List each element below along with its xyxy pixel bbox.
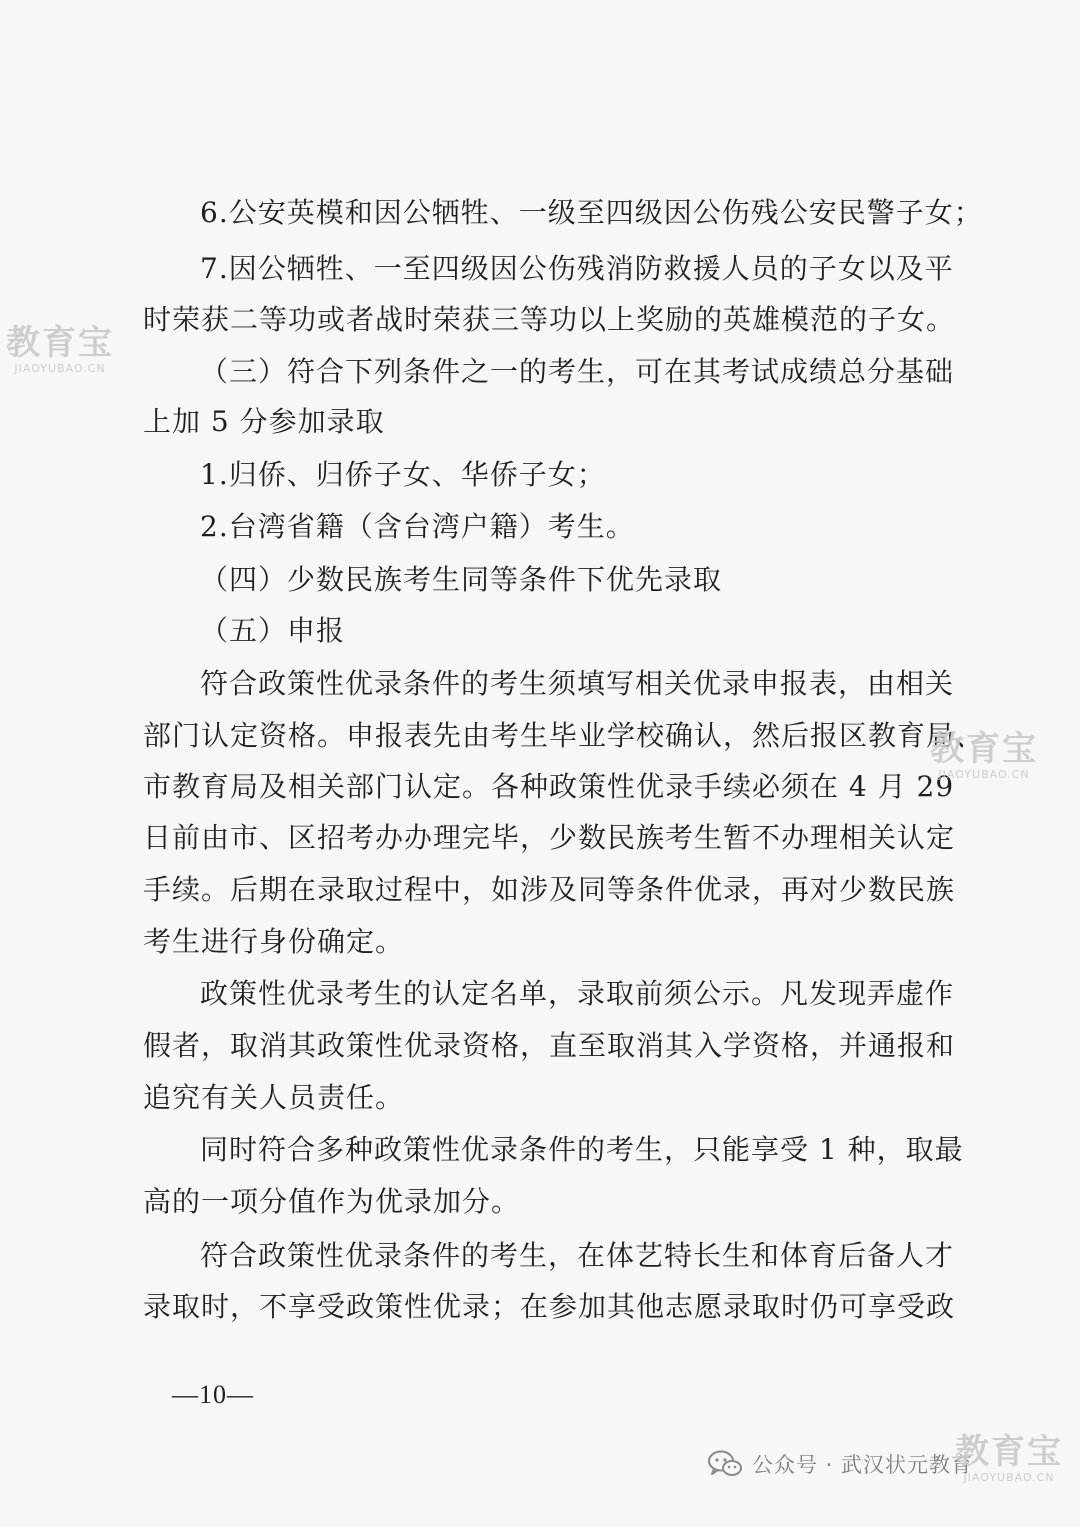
wechat-icon [708, 1450, 742, 1478]
section-heading: （四）少数民族考生同等条件下优先录取 [200, 563, 723, 596]
text-line: 手续。后期在录取过程中，如涉及同等条件优录，再对少数民族 [143, 873, 956, 906]
section-heading: （五）申报 [200, 614, 346, 647]
watermark-site: JIAOYUBAO.CN [938, 768, 1030, 781]
watermark-logo: 教育宝 [955, 1432, 1063, 1472]
section-heading: 上加 5 分参加录取 [143, 405, 385, 438]
text-line: 时荣获二等功或者战时荣获三等功以上奖励的英雄模范的子女。 [143, 303, 956, 336]
text-line: 追究有关人员责任。 [143, 1081, 405, 1114]
text-line: 政策性优录考生的认定名单，录取前须公示。凡发现弄虚作 [200, 977, 955, 1010]
watermark-left [6, 324, 114, 375]
text-line: 同时符合多种政策性优录条件的考生，只能享受 1 种，取最 [200, 1133, 964, 1166]
text-line: 2.台湾省籍（含台湾户籍）考生。 [200, 510, 635, 543]
footer-credit [708, 1444, 973, 1484]
page-number: —10— [172, 1380, 254, 1409]
watermark-logo: 教育宝 [6, 323, 114, 363]
text-line: 市教育局及相关部门认定。各种政策性优录手续必须在 4 月 29 [143, 770, 955, 803]
watermark-logo: 教育宝 [930, 729, 1038, 769]
text-line: 符合政策性优录条件的考生，在体艺特长生和体育后备人才 [200, 1239, 955, 1272]
section-heading: （三）符合下列条件之一的考生，可在其考试成绩总分基础 [200, 355, 955, 388]
text-line: 6.公安英模和因公牺牲、一级至四级因公伤残公安民警子女； [200, 196, 983, 229]
text-line: 1.归侨、归侨子女、华侨子女； [200, 458, 606, 491]
footer-credit-text: 公众号 · 武汉状元教育 [752, 1453, 974, 1477]
text-line: 日前由市、区招考办办理完毕，少数民族考生暂不办理相关认定 [143, 821, 956, 854]
text-line: 高的一项分值作为优录加分。 [143, 1185, 521, 1218]
watermark-right [930, 730, 1038, 781]
watermark-site: JIAOYUBAO.CN [963, 1471, 1055, 1484]
watermark-site: JIAOYUBAO.CN [14, 362, 106, 375]
text-line: 7.因公牺牲、一至四级因公伤残消防救援人员的子女以及平 [200, 252, 954, 285]
watermark-bottom [955, 1433, 1063, 1484]
text-line: 录取时，不享受政策性优录；在参加其他志愿录取时仍可享受政 [143, 1290, 956, 1323]
text-line: 考生进行身份确定。 [143, 925, 405, 958]
text-line: 符合政策性优录条件的考生须填写相关优录申报表，由相关 [200, 667, 955, 700]
text-line: 部门认定资格。申报表先由考生毕业学校确认，然后报区教育局、 [143, 719, 985, 752]
text-line: 假者，取消其政策性优录资格，直至取消其入学资格，并通报和 [143, 1029, 956, 1062]
